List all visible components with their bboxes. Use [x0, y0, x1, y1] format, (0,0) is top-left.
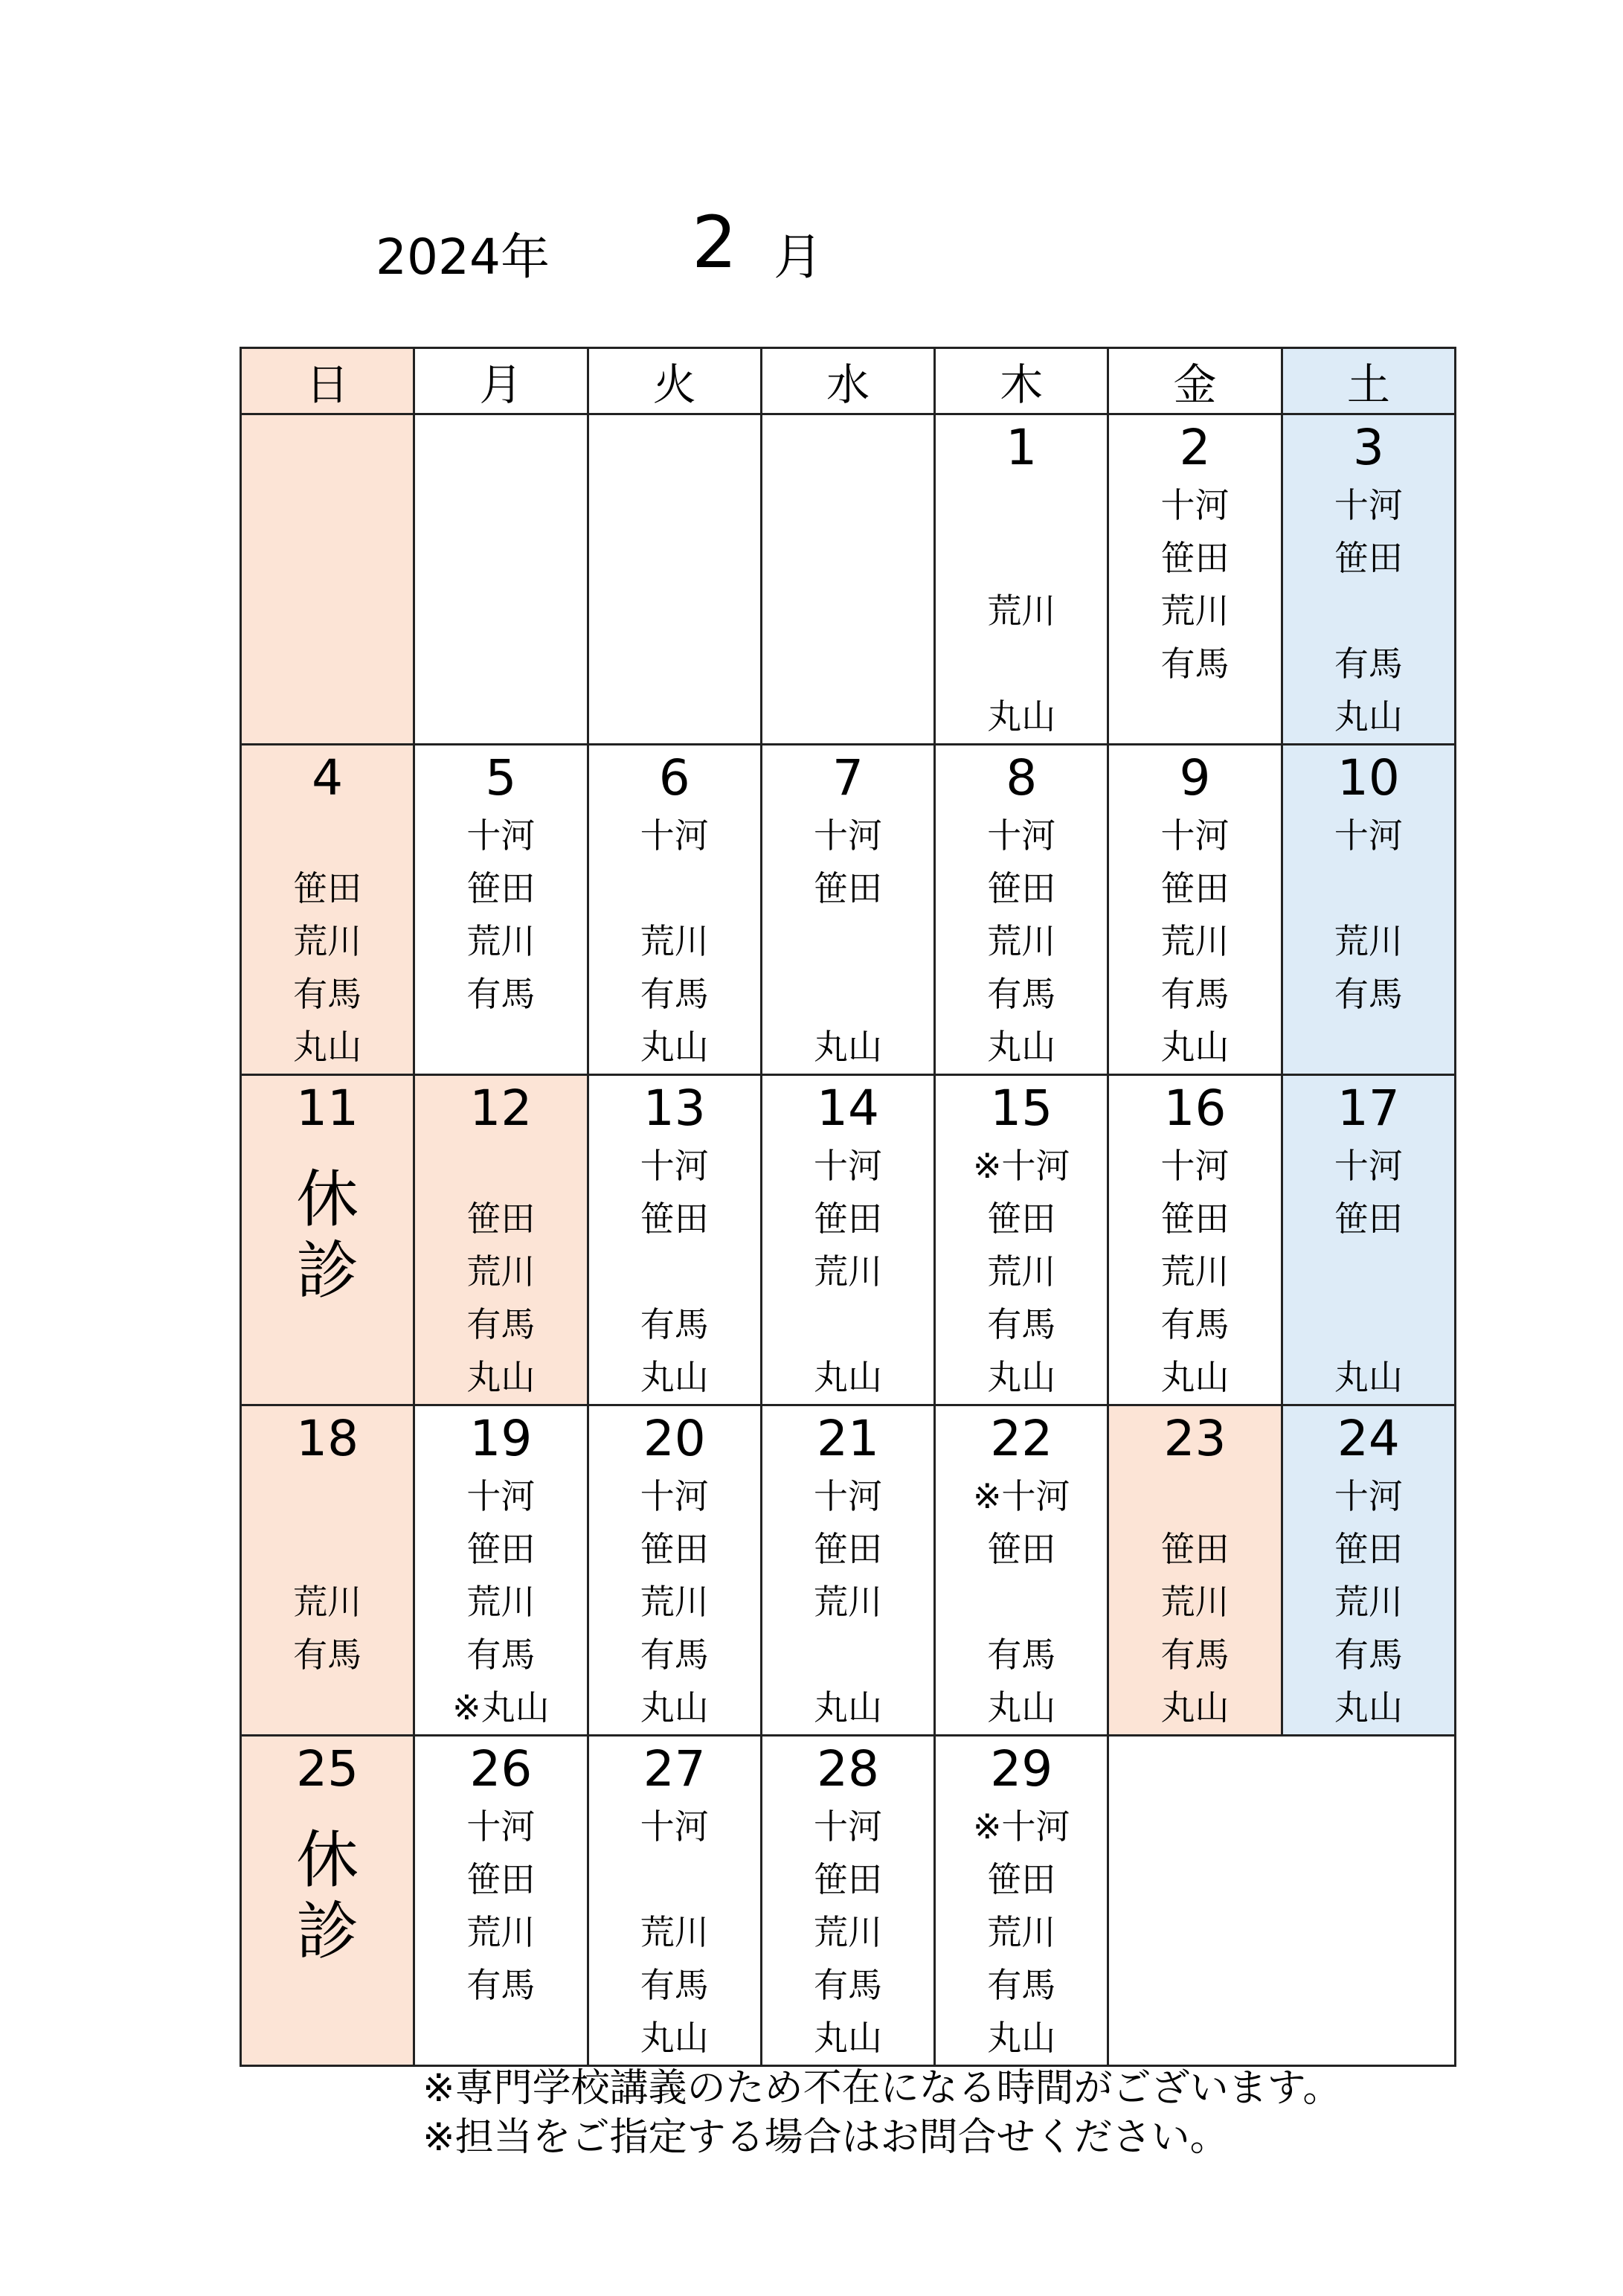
doctor-name: 丸山 — [1160, 1027, 1230, 1067]
day-number: 29 — [990, 1740, 1053, 1798]
doctor-name — [762, 638, 933, 690]
doctor-name: 荒川 — [640, 1582, 709, 1622]
day-number: 2 — [1179, 419, 1211, 476]
doctor-name: 荒川 — [466, 1582, 536, 1622]
doctor-name — [589, 479, 760, 532]
doctor-name — [589, 1245, 760, 1298]
doctor-name — [762, 968, 933, 1021]
doctor-name: 笹田 — [466, 868, 536, 908]
doctor-name — [589, 690, 760, 743]
doctor-name: 十河 — [640, 815, 709, 856]
day-number: 20 — [643, 1410, 706, 1467]
day-cell — [588, 1736, 761, 2066]
doctor-name — [242, 532, 413, 585]
day-number: 10 — [1337, 749, 1400, 807]
doctor-name: 荒川 — [813, 1582, 882, 1622]
day-number: 25 — [296, 1740, 359, 1798]
closed-char: 診 — [296, 1234, 359, 1307]
doctor-name — [1283, 1298, 1454, 1351]
doctor-name — [1283, 1021, 1454, 1074]
doctor-name: 笹田 — [1334, 1199, 1403, 1239]
doctor-name: 丸山 — [987, 2018, 1056, 2058]
doctor-name: 十河 — [640, 1146, 709, 1186]
doctor-name: 笹田 — [293, 868, 362, 908]
day-cell — [588, 1405, 761, 1736]
doctor-name: 荒川 — [987, 1251, 1056, 1292]
doctor-name: 十河 — [466, 1476, 536, 1516]
day-cell — [414, 1736, 588, 2066]
doctor-name: 荒川 — [466, 921, 536, 961]
weekday-wednesday: 水 — [761, 348, 934, 414]
year-label: 2024年 — [376, 228, 550, 286]
doctor-name: 有馬 — [1160, 644, 1230, 684]
doctor-name: 丸山 — [1160, 1687, 1230, 1728]
doctor-name — [762, 585, 933, 638]
doctor-name: 有馬 — [1160, 974, 1230, 1014]
day-number: 1 — [1006, 419, 1038, 476]
doctor-name: 有馬 — [293, 974, 362, 1014]
day-cell — [241, 1405, 414, 1736]
day-number: 4 — [312, 749, 344, 807]
doctor-name: 丸山 — [987, 1687, 1056, 1728]
day-cell — [935, 414, 1108, 745]
weekday-header-row — [241, 348, 1456, 414]
doctor-name: 丸山 — [987, 1027, 1056, 1067]
doctor-name: 笹田 — [1160, 538, 1230, 578]
day-cell — [588, 1075, 761, 1405]
doctor-name: 丸山 — [813, 2018, 882, 2058]
closed-char: 休 — [296, 1824, 359, 1896]
doctor-name: 有馬 — [466, 974, 536, 1014]
doctor-name: 丸山 — [987, 1357, 1056, 1397]
doctor-name: 丸山 — [640, 1027, 709, 1067]
footnote-lecture-absence: ※専門学校講義のため不在になる時間がございます。 — [422, 2066, 1342, 2111]
doctor-name: 十河 — [1160, 485, 1230, 525]
doctor-name — [415, 690, 586, 743]
doctor-name: 有馬 — [1160, 1304, 1230, 1344]
doctor-name: 笹田 — [466, 1529, 536, 1569]
doctor-name — [936, 638, 1107, 690]
day-cell — [1108, 745, 1282, 1075]
day-cell — [761, 1075, 934, 1405]
day-cell — [761, 1736, 934, 2066]
doctor-name: 笹田 — [813, 1529, 882, 1569]
doctor-name: 有馬 — [813, 1965, 882, 2005]
closed-char: 診 — [296, 1895, 359, 1968]
weekday-tuesday: 火 — [588, 348, 761, 414]
week-row — [241, 1405, 1456, 1736]
doctor-name: 笹田 — [1160, 868, 1230, 908]
doctor-name: 十河 — [640, 1476, 709, 1516]
doctor-name: 有馬 — [466, 1304, 536, 1344]
doctor-name: 有馬 — [1334, 644, 1403, 684]
day-number: 11 — [296, 1080, 359, 1137]
doctor-name: 丸山 — [640, 1687, 709, 1728]
doctor-name: 丸山 — [987, 696, 1056, 737]
day-cell — [241, 745, 414, 1075]
doctor-name — [1283, 1245, 1454, 1298]
doctor-name — [242, 1470, 413, 1523]
doctor-name — [936, 532, 1107, 585]
doctor-name — [415, 1140, 586, 1193]
doctor-name: 丸山 — [1160, 1357, 1230, 1397]
doctor-name: 丸山 — [1334, 1357, 1403, 1397]
doctor-name: 十河 — [1160, 815, 1230, 856]
day-cell — [414, 745, 588, 1075]
calendar-title — [0, 201, 1623, 286]
doctor-name: 笹田 — [813, 1199, 882, 1239]
doctor-name: 有馬 — [1160, 1635, 1230, 1675]
doctor-name: 丸山 — [813, 1687, 882, 1728]
day-number: 17 — [1337, 1080, 1400, 1137]
weekday-saturday: 土 — [1282, 348, 1455, 414]
doctor-name: 有馬 — [466, 1635, 536, 1675]
day-cell — [935, 1405, 1108, 1736]
day-number: 8 — [1006, 749, 1038, 807]
doctor-name: 丸山 — [1334, 1687, 1403, 1728]
day-cell — [1108, 414, 1282, 745]
doctor-name: 十河 — [1334, 1476, 1403, 1516]
day-number: 5 — [485, 749, 517, 807]
doctor-name — [1109, 690, 1280, 743]
doctor-name — [589, 1853, 760, 1906]
doctor-name — [936, 479, 1107, 532]
week-row — [241, 1075, 1456, 1405]
doctor-name — [415, 532, 586, 585]
doctor-name: 丸山 — [1334, 696, 1403, 737]
doctor-name — [762, 479, 933, 532]
doctor-name — [762, 690, 933, 743]
doctor-name — [415, 479, 586, 532]
day-number — [415, 417, 586, 479]
doctor-name — [589, 532, 760, 585]
doctor-name: 笹田 — [987, 1859, 1056, 1899]
doctor-name: 十河 — [813, 1806, 882, 1847]
day-cell — [1108, 1075, 1282, 1405]
doctor-name — [242, 638, 413, 690]
week-row — [241, 1736, 1456, 2066]
doctor-name — [242, 690, 413, 743]
day-number: 3 — [1352, 419, 1384, 476]
weekday-friday: 金 — [1108, 348, 1282, 414]
doctor-name — [242, 585, 413, 638]
day-cell — [761, 1405, 934, 1736]
day-number: 24 — [1337, 1410, 1400, 1467]
day-number — [762, 417, 933, 479]
doctor-name: 荒川 — [1160, 1582, 1230, 1622]
doctor-name: 笹田 — [987, 868, 1056, 908]
day-cell — [414, 414, 588, 745]
doctor-name — [415, 2012, 586, 2065]
day-number: 9 — [1179, 749, 1211, 807]
doctor-name: 荒川 — [987, 591, 1056, 631]
doctor-name: 荒川 — [987, 921, 1056, 961]
doctor-name: 丸山 — [640, 2018, 709, 2058]
doctor-name: 荒川 — [813, 1251, 882, 1292]
schedule-calendar — [240, 347, 1456, 2067]
doctor-name — [1109, 1470, 1280, 1523]
doctor-name: 有馬 — [987, 1635, 1056, 1675]
doctor-name — [242, 1681, 413, 1734]
doctor-name — [589, 862, 760, 915]
closed-char: 休 — [296, 1163, 359, 1236]
doctor-name — [762, 1298, 933, 1351]
doctor-name — [242, 479, 413, 532]
doctor-name: 十河 — [813, 1146, 882, 1186]
doctor-name: 丸山 — [813, 1357, 882, 1397]
doctor-name: 笹田 — [1334, 1529, 1403, 1569]
day-number — [589, 417, 760, 479]
day-number: 16 — [1163, 1080, 1227, 1137]
day-cell — [935, 1736, 1108, 2066]
doctor-name: 荒川 — [1334, 921, 1403, 961]
doctor-name — [589, 638, 760, 690]
doctor-name: 丸山 — [466, 1357, 536, 1397]
doctor-name: 笹田 — [987, 1529, 1056, 1569]
doctor-name: 荒川 — [987, 1912, 1056, 1952]
doctor-name: 十河 — [466, 1806, 536, 1847]
doctor-name: 荒川 — [1160, 591, 1230, 631]
doctor-name — [1283, 862, 1454, 915]
day-cell — [241, 1736, 414, 2066]
doctor-name: 丸山 — [640, 1357, 709, 1397]
doctor-name: 十河 — [813, 815, 882, 856]
day-cell — [761, 414, 934, 745]
day-number: 22 — [990, 1410, 1053, 1467]
month-suffix: 月 — [774, 228, 823, 286]
doctor-name — [1283, 585, 1454, 638]
doctor-name: 十河 — [640, 1806, 709, 1847]
doctor-name: 荒川 — [1160, 1251, 1230, 1292]
doctor-name: 荒川 — [466, 1912, 536, 1952]
doctor-name: 十河 — [1160, 1146, 1230, 1186]
day-cell — [761, 745, 934, 1075]
doctor-name: 有馬 — [293, 1635, 362, 1675]
doctor-name: 丸山 — [293, 1027, 362, 1067]
doctor-name: 丸山 — [813, 1027, 882, 1067]
month-number: 2 — [692, 201, 738, 284]
empty-day-cell — [1108, 1736, 1456, 2066]
day-cell — [414, 1075, 588, 1405]
doctor-name: 笹田 — [813, 868, 882, 908]
doctor-name: 荒川 — [293, 921, 362, 961]
doctor-name: 十河 — [987, 815, 1056, 856]
doctor-name — [762, 532, 933, 585]
doctor-name: 有馬 — [640, 1635, 709, 1675]
doctor-name: 有馬 — [466, 1965, 536, 2005]
day-number: 26 — [469, 1740, 533, 1798]
doctor-name — [415, 638, 586, 690]
day-number: 28 — [816, 1740, 879, 1798]
doctor-name: 荒川 — [466, 1251, 536, 1292]
day-cell — [414, 1405, 588, 1736]
doctor-name: 荒川 — [813, 1912, 882, 1952]
doctor-name — [762, 1629, 933, 1681]
doctor-name — [415, 585, 586, 638]
weekday-sunday: 日 — [241, 348, 414, 414]
day-cell — [588, 414, 761, 745]
doctor-name — [242, 1523, 413, 1576]
doctor-name: ※十河 — [972, 1476, 1070, 1516]
day-cell — [935, 1075, 1108, 1405]
doctor-name — [936, 1576, 1107, 1629]
day-number: 15 — [990, 1080, 1053, 1137]
day-number: 12 — [469, 1080, 533, 1137]
doctor-name: 十河 — [1334, 1146, 1403, 1186]
doctor-name: 笹田 — [813, 1859, 882, 1899]
day-number: 14 — [816, 1080, 879, 1137]
week-row — [241, 745, 1456, 1075]
day-cell — [1282, 745, 1455, 1075]
day-cell — [241, 1075, 414, 1405]
doctor-name: 笹田 — [466, 1859, 536, 1899]
day-cell — [1282, 1075, 1455, 1405]
doctor-name: 荒川 — [640, 921, 709, 961]
day-number: 23 — [1163, 1410, 1227, 1467]
day-cell — [241, 414, 414, 745]
day-number: 19 — [469, 1410, 533, 1467]
day-cell — [1108, 1405, 1282, 1736]
doctor-name — [589, 585, 760, 638]
day-number: 27 — [643, 1740, 706, 1798]
doctor-name: 有馬 — [1334, 974, 1403, 1014]
doctor-name — [762, 915, 933, 968]
day-cell — [1282, 414, 1455, 745]
day-number: 21 — [816, 1410, 879, 1467]
doctor-name: 笹田 — [987, 1199, 1056, 1239]
doctor-name: 有馬 — [987, 1965, 1056, 2005]
doctor-name: ※十河 — [972, 1146, 1070, 1186]
doctor-name — [415, 1021, 586, 1074]
day-number — [242, 417, 413, 479]
day-number: 7 — [832, 749, 864, 807]
week-row — [241, 414, 1456, 745]
day-number: 18 — [296, 1410, 359, 1467]
day-cell — [935, 745, 1108, 1075]
doctor-name: 十河 — [813, 1476, 882, 1516]
doctor-name: 有馬 — [987, 1304, 1056, 1344]
footnotes — [422, 2064, 1341, 2162]
doctor-name: 荒川 — [640, 1912, 709, 1952]
closed-label — [242, 1824, 413, 1967]
day-cell — [588, 745, 761, 1075]
day-cell — [1282, 1405, 1455, 1736]
footnote-doctor-request: ※担当をご指定する場合はお問合せください。 — [422, 2115, 1229, 2160]
doctor-name: 荒川 — [1160, 921, 1230, 961]
doctor-name: ※丸山 — [452, 1687, 550, 1728]
doctor-name: 有馬 — [640, 1965, 709, 2005]
doctor-name: 笹田 — [1160, 1529, 1230, 1569]
doctor-name: 有馬 — [1334, 1635, 1403, 1675]
doctor-name: ※十河 — [972, 1806, 1070, 1847]
doctor-name: 笹田 — [1334, 538, 1403, 578]
day-number: 13 — [643, 1080, 706, 1137]
doctor-name — [242, 809, 413, 862]
day-number: 6 — [658, 749, 690, 807]
closed-label — [242, 1164, 413, 1306]
doctor-name: 荒川 — [293, 1582, 362, 1622]
doctor-name: 十河 — [1334, 815, 1403, 856]
weekday-monday: 月 — [414, 348, 588, 414]
doctor-name: 有馬 — [987, 974, 1056, 1014]
doctor-name: 笹田 — [466, 1199, 536, 1239]
doctor-name: 有馬 — [640, 974, 709, 1014]
doctor-name: 荒川 — [1334, 1582, 1403, 1622]
doctor-name: 笹田 — [640, 1529, 709, 1569]
doctor-name: 十河 — [466, 815, 536, 856]
doctor-name: 十河 — [1334, 485, 1403, 525]
doctor-name: 有馬 — [640, 1304, 709, 1344]
weekday-thursday: 木 — [935, 348, 1108, 414]
doctor-name: 笹田 — [1160, 1199, 1230, 1239]
doctor-name: 笹田 — [640, 1199, 709, 1239]
